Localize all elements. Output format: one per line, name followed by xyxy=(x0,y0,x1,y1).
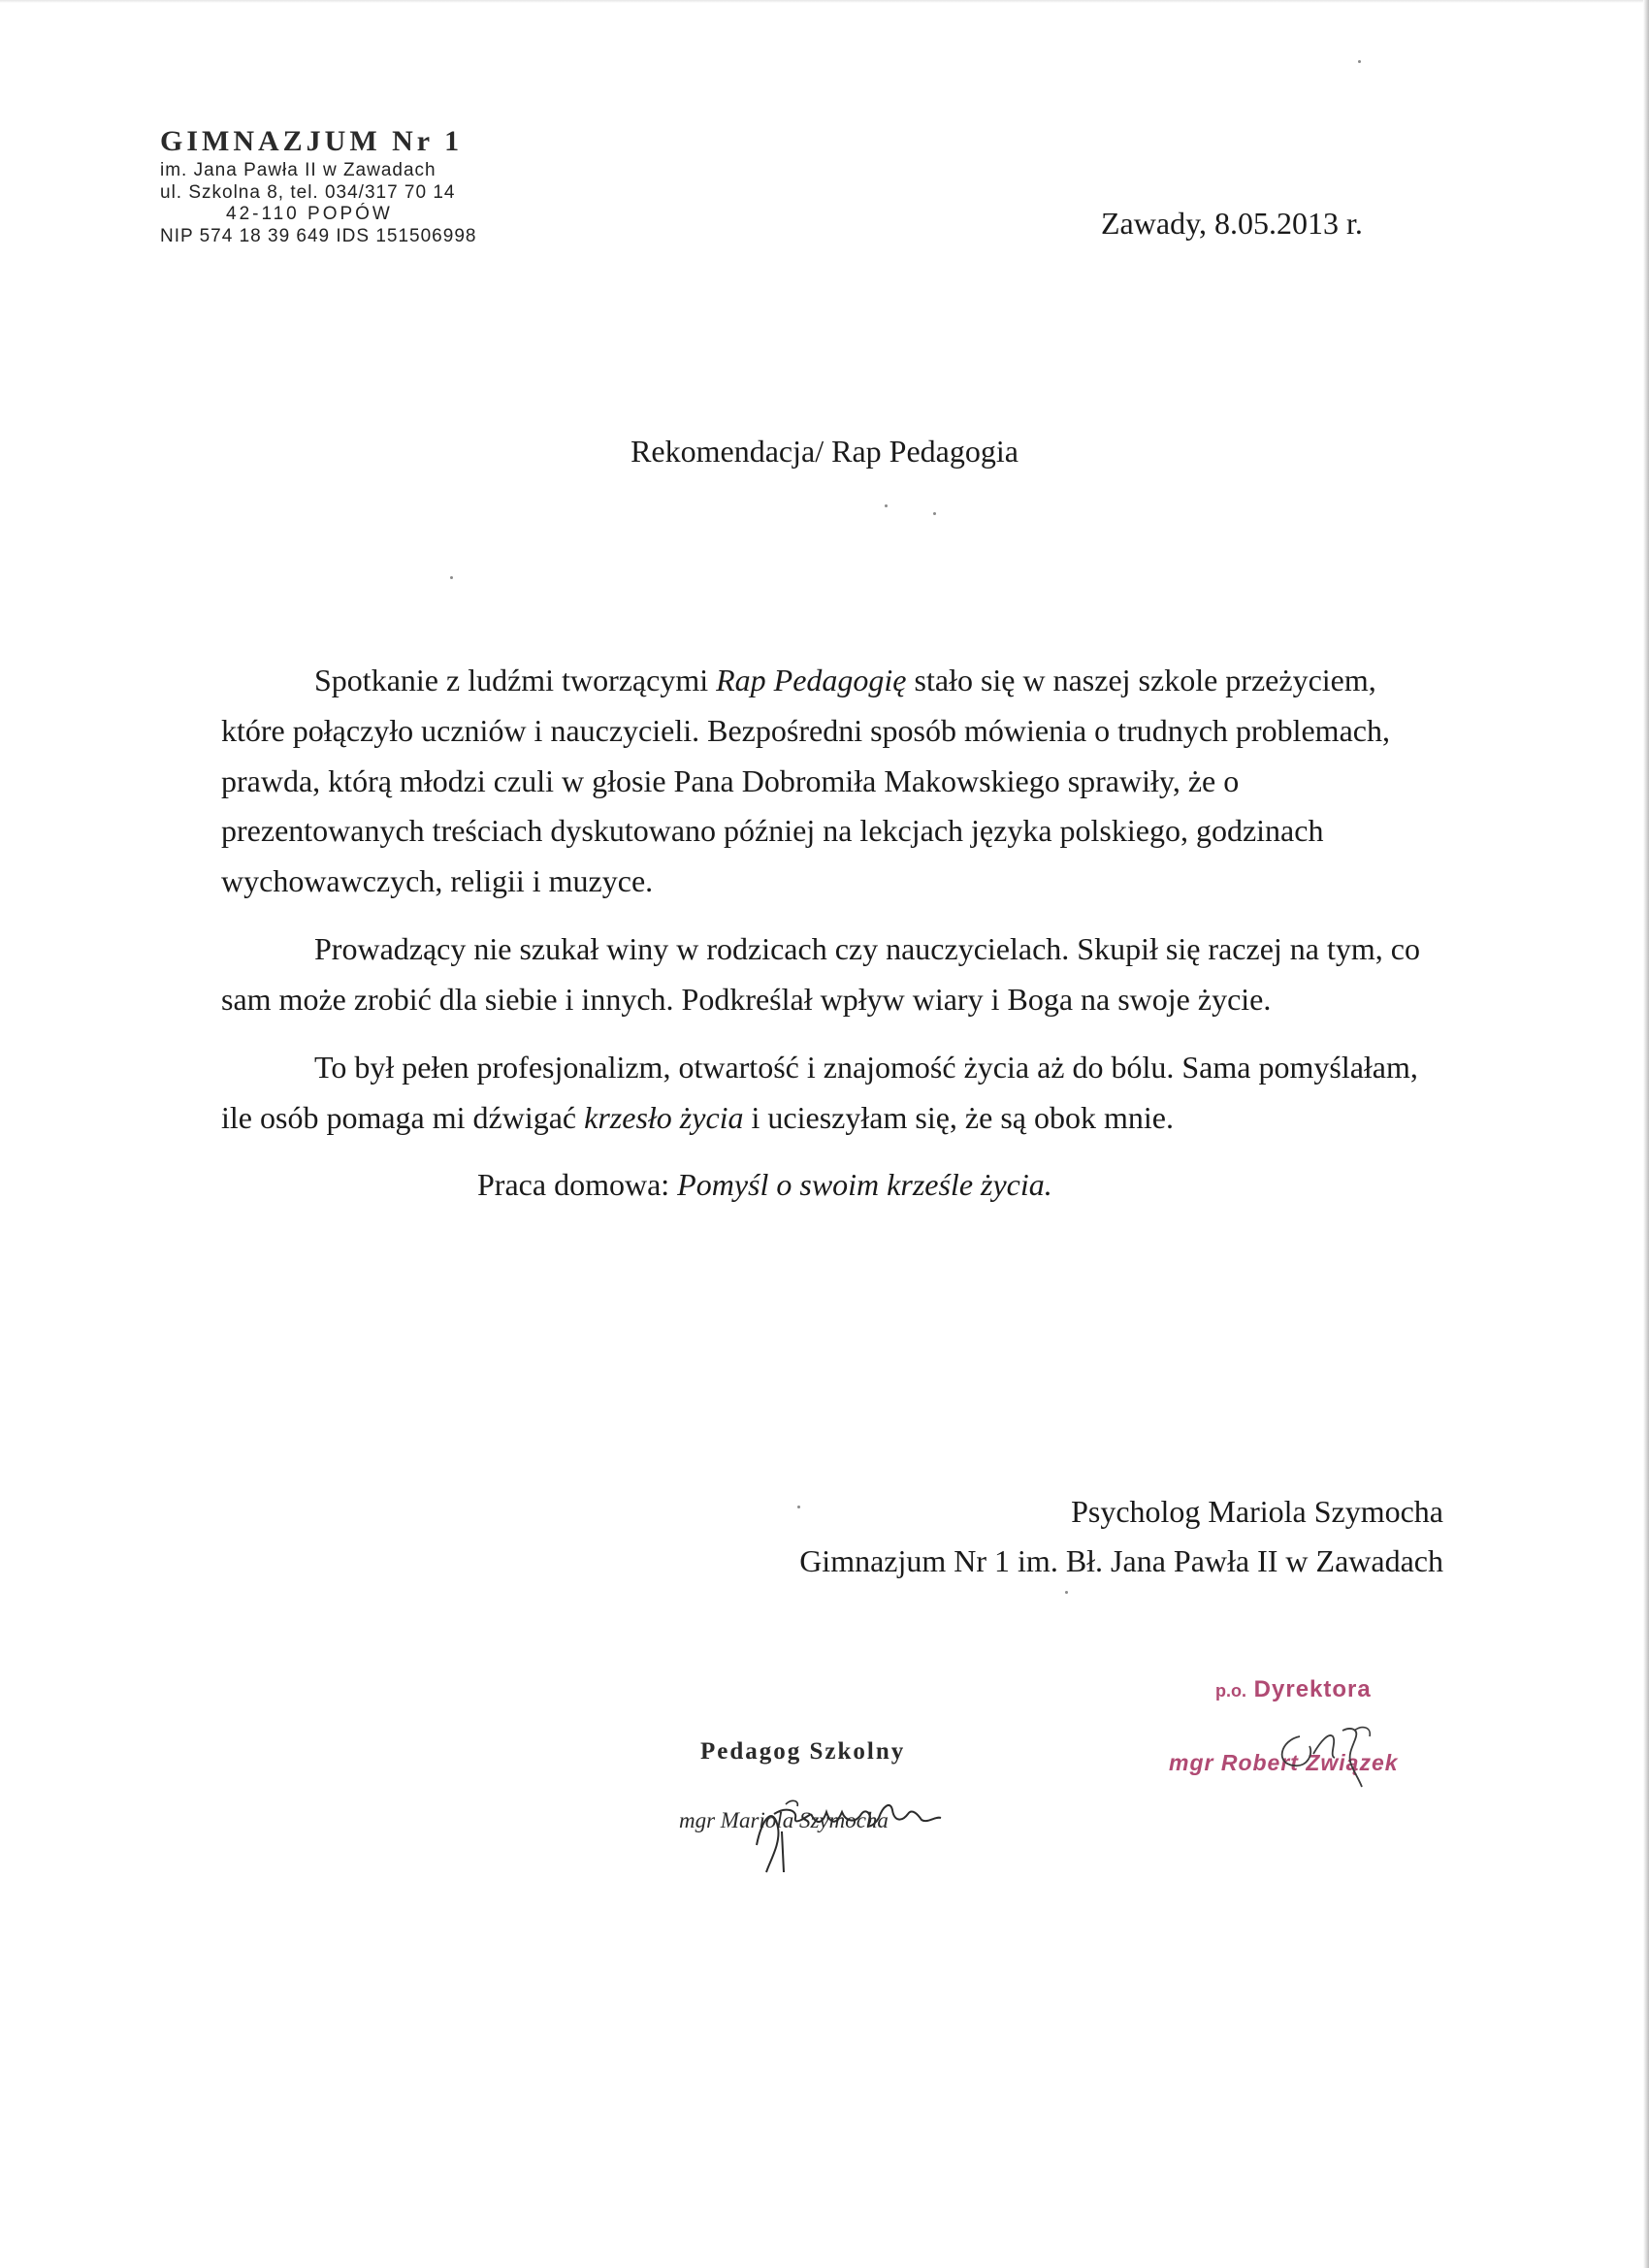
document-title: Rekomendacja/ Rap Pedagogia xyxy=(630,434,1018,469)
paragraph-3 xyxy=(221,1043,1443,1144)
paragraph-3-end: i ucieszyłam się, że są obok mnie. xyxy=(743,1099,1174,1135)
pedagog-stamp-name: mgr Mariola Szymocha xyxy=(679,1808,889,1832)
letterhead-school-name: GIMNAZJUM Nr 1 xyxy=(160,125,464,157)
director-stamp xyxy=(1169,1669,1479,1795)
place-and-date: Zawady, 8.05.2013 r. xyxy=(1101,206,1363,241)
pedagog-stamp-title: Pedagog Szkolny xyxy=(700,1738,906,1765)
homework-line xyxy=(221,1160,1443,1211)
scan-speck xyxy=(1358,60,1361,63)
scan-speck xyxy=(797,1506,800,1508)
paragraph-3-start: To był pełen profesjonalizm, otwartość i znajomość życia aż do bólu. Sama pomyślałam, ile osób pomaga mi dźwigać xyxy=(221,1049,1418,1135)
letterhead-postal: 42-110 POPÓW xyxy=(226,204,393,225)
paragraph-1-end: stało się w naszej szkole przeżyciem, które połączyło uczniów i nauczycieli. Bezpośredni sposób mówienia o trudnych problemach, prawda, którą młodzi czuli w głosie Pana Dobromiła Makowskiego sprawiły, że o prezentowanych treściach dyskutowano później na lekcjach języka polskiego, godzinach wychowawczych, religii i muzyce. xyxy=(221,663,1390,899)
signature-block xyxy=(799,1487,1443,1586)
school-letterhead-stamp xyxy=(160,124,529,247)
paragraph-3-italic: krzesło życia xyxy=(584,1099,744,1135)
pedagog-stamp xyxy=(679,1738,989,1874)
paragraph-1-italic: Rap Pedagogię xyxy=(716,663,907,697)
scan-speck xyxy=(1065,1591,1068,1594)
letter-body xyxy=(221,656,1443,1228)
paragraph-1-start: Spotkanie z ludźmi tworzącymi xyxy=(314,663,717,697)
letterhead-address: ul. Szkolna 8, tel. 034/317 70 14 xyxy=(160,181,456,203)
page-right-edge xyxy=(1643,0,1649,2268)
director-stamp-name: mgr Robert Związek xyxy=(1169,1750,1399,1775)
scan-speck xyxy=(885,504,888,507)
paragraph-2: Prowadzący nie szukał winy w rodzicach czy nauczycielach. Skupił się raczej na tym, co sam może zrobić dla siebie i innych. Podkreślał wpływ wiary i Boga na swoje życie. xyxy=(221,931,1420,1017)
scan-speck xyxy=(933,512,936,515)
director-stamp-prefix: p.o. xyxy=(1215,1681,1246,1701)
signature-author: Psycholog Mariola Szymocha xyxy=(1071,1494,1443,1529)
pedagog-handwritten-signature xyxy=(728,1767,980,1874)
director-handwritten-signature xyxy=(1261,1698,1397,1795)
letterhead-patron: im. Jana Pawła II w Zawadach xyxy=(160,160,436,181)
homework-label: Praca domowa: xyxy=(477,1167,678,1203)
director-stamp-role: Dyrektora xyxy=(1253,1676,1372,1702)
homework-italic: Pomyśl o swoim krześle życia. xyxy=(677,1167,1052,1203)
scan-speck xyxy=(450,576,453,579)
letterhead-ids: NIP 574 18 39 649 IDS 151506998 xyxy=(160,225,477,246)
signature-institution: Gimnazjum Nr 1 im. Bł. Jana Pawła II w Zawadach xyxy=(799,1543,1443,1579)
paragraph-1 xyxy=(221,656,1443,907)
page-top-edge xyxy=(0,0,1649,3)
